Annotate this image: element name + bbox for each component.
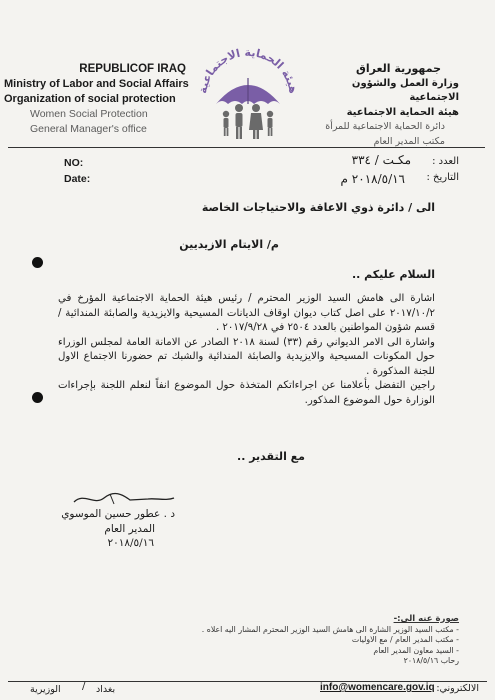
header-divider (8, 147, 485, 148)
header-ar-line3: هيئة الحماية الاجتماعية (346, 106, 459, 118)
recipient-line: الى / دائرة ذوي الاعاقة والاحتياجات الخاصة (201, 201, 435, 214)
header-en-line1: REPUBLICOF IRAQ (79, 63, 186, 75)
signatory-name: د . عطور حسين الموسوي (61, 508, 175, 520)
no-label: NO: (64, 157, 84, 169)
date-label-ar: التاريخ : (426, 172, 459, 183)
copies-list (129, 614, 459, 667)
header-ar-line2: وزارة العمل والشؤون الاجتماعية (351, 77, 459, 103)
header-ar-line5: مكتب المدير العام (373, 135, 445, 147)
subject-line: م/ الايتام الازيديين (179, 238, 279, 251)
header-en-line3: Organization of social protection (4, 93, 176, 105)
date-value: ٢٠١٨/٥/١٦ م (340, 172, 405, 186)
header-en-line5: General Manager's office (30, 123, 147, 135)
closing-line: مع التقدير .. (237, 450, 305, 463)
footer-email[interactable]: info@womencare.gov.iq (320, 682, 435, 693)
copies-title: صورة عنه الى:- (393, 614, 459, 624)
copies-item: - مكتب السيد الوزير الشارة الى هامش السيد الوزير المحترم المشار اليه اعلاه . (201, 624, 459, 634)
family-figures-icon (223, 104, 273, 139)
header-english (4, 62, 194, 137)
number-label-ar: العدد : (432, 156, 459, 167)
organization-logo (196, 38, 300, 146)
footer-city: بغداد (96, 684, 116, 695)
header-ar-line4: دائرة الحماية الاجتماعية للمرأة (325, 121, 445, 132)
signature-mark (70, 490, 180, 508)
logo-arc-text: هيئة الحماية الاجتماعية (196, 45, 300, 95)
signatory-title: المدير العام (104, 523, 155, 535)
copies-item: - السيد معاون المدير العام (373, 645, 459, 655)
body-paragraph: راجين التفضل بأعلامنا عن اجراءاتكم المتخذة حول الموضوع انفاً لنعلم اللجنة بإجراءات الوزارة حول الموضوع المذكور. (58, 380, 435, 406)
greeting: السلام عليكم .. (351, 268, 435, 281)
footer-district: الوزيرية (30, 684, 61, 695)
body-paragraph: واشارة الى الامر الديواني رقم (٣٣) لسنة ٢٠١٨ الصادر عن الامانة العامة لمجلس الوزراء حول المكونات المسيحية والايزيدية والصابئة المندائية والشبك تم حضورنا الاجتماع الاول للجنة المذكورة . (58, 336, 435, 377)
header-en-line2: Ministry of Labor and Social Affairs (4, 78, 189, 90)
header-arabic (309, 62, 459, 149)
punch-hole-bottom (32, 392, 43, 403)
header-ar-line1: جمهورية العراق (356, 62, 441, 75)
letter-body (58, 292, 435, 408)
signatory-date: ٢٠١٨/٥/١٦ (107, 537, 154, 549)
body-paragraph: اشارة الى هامش السيد الوزير المحترم / رئيس هيئة الحماية الاجتماعية المؤرخ في ٢٠١٧/١٠/٢ على اصل كتاب ديوان اوقاف الديانات المسيحية والايزيدية والصابئة المندائية / قسم شؤون المواطنين بالعدد ٢٥٠٤ في ٢٠١٧/٩/٢٨ . (58, 293, 435, 333)
copies-item: رحاب ٢٠١٨/٥/١٦ (403, 656, 459, 665)
punch-hole-top (32, 257, 43, 268)
header-en-line4: Women Social Protection (30, 108, 148, 120)
copies-item: - مكتب المدير العام / مع الاوليات (351, 635, 459, 644)
footer-separator: / (82, 681, 86, 692)
date-label: Date: (64, 173, 91, 185)
footer-email-label: الالكتروني: (436, 683, 479, 694)
number-value: مكـت / ٣٣٤ (351, 153, 411, 167)
